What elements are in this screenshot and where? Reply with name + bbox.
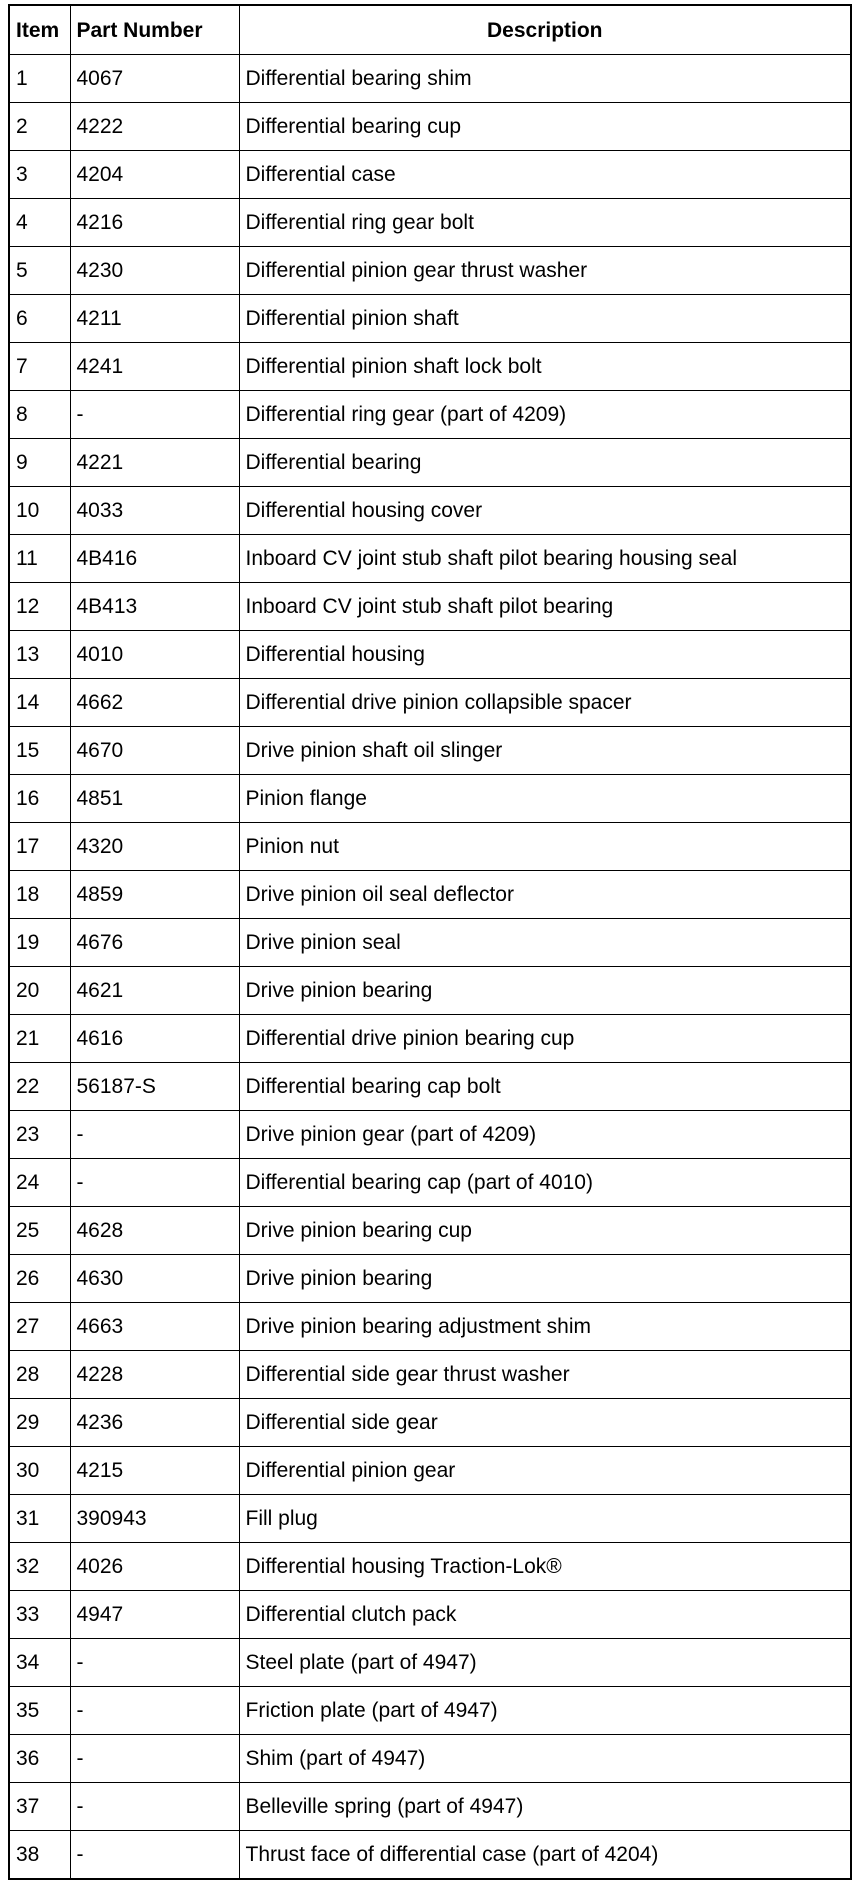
part-number-cell: 4947 bbox=[70, 1591, 239, 1639]
description-cell: Differential bearing cap (part of 4010) bbox=[239, 1159, 851, 1207]
table-row bbox=[9, 247, 851, 295]
table-row bbox=[9, 1063, 851, 1111]
item-cell: 29 bbox=[9, 1399, 70, 1447]
item-cell: 6 bbox=[9, 295, 70, 343]
description-cell: Differential case bbox=[239, 151, 851, 199]
table-row bbox=[9, 1735, 851, 1783]
part-number-cell: 4241 bbox=[70, 343, 239, 391]
table-row bbox=[9, 1159, 851, 1207]
description-cell: Drive pinion bearing bbox=[239, 1255, 851, 1303]
header-description: Description bbox=[239, 5, 851, 55]
part-number-cell: 4228 bbox=[70, 1351, 239, 1399]
item-cell: 20 bbox=[9, 967, 70, 1015]
item-cell: 13 bbox=[9, 631, 70, 679]
item-cell: 35 bbox=[9, 1687, 70, 1735]
description-cell: Differential housing Traction-Lok® bbox=[239, 1543, 851, 1591]
item-cell: 16 bbox=[9, 775, 70, 823]
part-number-cell: - bbox=[70, 1639, 239, 1687]
description-cell: Drive pinion shaft oil slinger bbox=[239, 727, 851, 775]
table-row bbox=[9, 1495, 851, 1543]
part-number-cell: 4026 bbox=[70, 1543, 239, 1591]
description-cell: Differential pinion gear bbox=[239, 1447, 851, 1495]
description-cell: Pinion flange bbox=[239, 775, 851, 823]
table-body bbox=[9, 55, 851, 1880]
item-cell: 27 bbox=[9, 1303, 70, 1351]
table-row bbox=[9, 775, 851, 823]
parts-table bbox=[8, 4, 852, 1880]
description-cell: Inboard CV joint stub shaft pilot bearing housing seal bbox=[239, 535, 851, 583]
table-row bbox=[9, 1687, 851, 1735]
description-cell: Drive pinion oil seal deflector bbox=[239, 871, 851, 919]
part-number-cell: 4222 bbox=[70, 103, 239, 151]
part-number-cell: 56187-S bbox=[70, 1063, 239, 1111]
part-number-cell: 4230 bbox=[70, 247, 239, 295]
part-number-cell: - bbox=[70, 1831, 239, 1880]
item-cell: 18 bbox=[9, 871, 70, 919]
description-cell: Belleville spring (part of 4947) bbox=[239, 1783, 851, 1831]
part-number-cell: 4663 bbox=[70, 1303, 239, 1351]
part-number-cell: 4630 bbox=[70, 1255, 239, 1303]
table-row bbox=[9, 1255, 851, 1303]
item-cell: 38 bbox=[9, 1831, 70, 1880]
item-cell: 30 bbox=[9, 1447, 70, 1495]
part-number-cell: 4676 bbox=[70, 919, 239, 967]
item-cell: 1 bbox=[9, 55, 70, 103]
table-row bbox=[9, 1207, 851, 1255]
description-cell: Drive pinion bearing adjustment shim bbox=[239, 1303, 851, 1351]
description-cell: Inboard CV joint stub shaft pilot bearing bbox=[239, 583, 851, 631]
description-cell: Drive pinion bearing bbox=[239, 967, 851, 1015]
part-number-cell: 4204 bbox=[70, 151, 239, 199]
item-cell: 15 bbox=[9, 727, 70, 775]
table-row bbox=[9, 823, 851, 871]
table-row bbox=[9, 1303, 851, 1351]
table-row bbox=[9, 919, 851, 967]
table-row bbox=[9, 631, 851, 679]
part-number-cell: - bbox=[70, 1111, 239, 1159]
header-row bbox=[9, 5, 851, 55]
item-cell: 5 bbox=[9, 247, 70, 295]
description-cell: Differential pinion shaft lock bolt bbox=[239, 343, 851, 391]
item-cell: 2 bbox=[9, 103, 70, 151]
table-row bbox=[9, 967, 851, 1015]
header-part-number: Part Number bbox=[70, 5, 239, 55]
item-cell: 12 bbox=[9, 583, 70, 631]
description-cell: Differential clutch pack bbox=[239, 1591, 851, 1639]
description-cell: Differential bearing bbox=[239, 439, 851, 487]
part-number-cell: 4236 bbox=[70, 1399, 239, 1447]
description-cell: Differential pinion shaft bbox=[239, 295, 851, 343]
table-row bbox=[9, 391, 851, 439]
description-cell: Steel plate (part of 4947) bbox=[239, 1639, 851, 1687]
description-cell: Differential bearing cup bbox=[239, 103, 851, 151]
item-cell: 3 bbox=[9, 151, 70, 199]
description-cell: Shim (part of 4947) bbox=[239, 1735, 851, 1783]
description-cell: Drive pinion gear (part of 4209) bbox=[239, 1111, 851, 1159]
part-number-cell: 4628 bbox=[70, 1207, 239, 1255]
item-cell: 9 bbox=[9, 439, 70, 487]
part-number-cell: - bbox=[70, 391, 239, 439]
table-row bbox=[9, 343, 851, 391]
part-number-cell: 4067 bbox=[70, 55, 239, 103]
item-cell: 10 bbox=[9, 487, 70, 535]
table-row bbox=[9, 151, 851, 199]
table-row bbox=[9, 871, 851, 919]
item-cell: 11 bbox=[9, 535, 70, 583]
item-cell: 23 bbox=[9, 1111, 70, 1159]
part-number-cell: - bbox=[70, 1687, 239, 1735]
part-number-cell: 4216 bbox=[70, 199, 239, 247]
item-cell: 33 bbox=[9, 1591, 70, 1639]
description-cell: Differential pinion gear thrust washer bbox=[239, 247, 851, 295]
description-cell: Differential housing bbox=[239, 631, 851, 679]
table-row bbox=[9, 1543, 851, 1591]
item-cell: 21 bbox=[9, 1015, 70, 1063]
description-cell: Differential side gear bbox=[239, 1399, 851, 1447]
item-cell: 17 bbox=[9, 823, 70, 871]
description-cell: Drive pinion bearing cup bbox=[239, 1207, 851, 1255]
item-cell: 19 bbox=[9, 919, 70, 967]
item-cell: 22 bbox=[9, 1063, 70, 1111]
part-number-cell: 4670 bbox=[70, 727, 239, 775]
part-number-cell: 4221 bbox=[70, 439, 239, 487]
description-cell: Drive pinion seal bbox=[239, 919, 851, 967]
item-cell: 32 bbox=[9, 1543, 70, 1591]
part-number-cell: 4621 bbox=[70, 967, 239, 1015]
table-row bbox=[9, 1015, 851, 1063]
item-cell: 24 bbox=[9, 1159, 70, 1207]
item-cell: 7 bbox=[9, 343, 70, 391]
item-cell: 36 bbox=[9, 1735, 70, 1783]
table-row bbox=[9, 103, 851, 151]
table-row bbox=[9, 1591, 851, 1639]
table-row bbox=[9, 487, 851, 535]
table-row bbox=[9, 1111, 851, 1159]
table-row bbox=[9, 1447, 851, 1495]
part-number-cell: 390943 bbox=[70, 1495, 239, 1543]
description-cell: Differential ring gear bolt bbox=[239, 199, 851, 247]
description-cell: Pinion nut bbox=[239, 823, 851, 871]
table-row bbox=[9, 1399, 851, 1447]
part-number-cell: 4320 bbox=[70, 823, 239, 871]
description-cell: Differential bearing cap bolt bbox=[239, 1063, 851, 1111]
item-cell: 37 bbox=[9, 1783, 70, 1831]
table-row bbox=[9, 535, 851, 583]
table-row bbox=[9, 1351, 851, 1399]
description-cell: Differential side gear thrust washer bbox=[239, 1351, 851, 1399]
description-cell: Differential ring gear (part of 4209) bbox=[239, 391, 851, 439]
item-cell: 25 bbox=[9, 1207, 70, 1255]
item-cell: 34 bbox=[9, 1639, 70, 1687]
part-number-cell: 4859 bbox=[70, 871, 239, 919]
table-row bbox=[9, 55, 851, 103]
part-number-cell: 4010 bbox=[70, 631, 239, 679]
part-number-cell: 4B413 bbox=[70, 583, 239, 631]
table-row bbox=[9, 1831, 851, 1880]
description-cell: Thrust face of differential case (part of 4204) bbox=[239, 1831, 851, 1880]
description-cell: Differential bearing shim bbox=[239, 55, 851, 103]
part-number-cell: 4B416 bbox=[70, 535, 239, 583]
table-row bbox=[9, 583, 851, 631]
item-cell: 14 bbox=[9, 679, 70, 727]
description-cell: Differential housing cover bbox=[239, 487, 851, 535]
table-row bbox=[9, 295, 851, 343]
part-number-cell: 4851 bbox=[70, 775, 239, 823]
table-row bbox=[9, 1783, 851, 1831]
table-row bbox=[9, 679, 851, 727]
item-cell: 31 bbox=[9, 1495, 70, 1543]
item-cell: 28 bbox=[9, 1351, 70, 1399]
table-row bbox=[9, 727, 851, 775]
item-cell: 8 bbox=[9, 391, 70, 439]
description-cell: Differential drive pinion bearing cup bbox=[239, 1015, 851, 1063]
table-row bbox=[9, 1639, 851, 1687]
part-number-cell: 4662 bbox=[70, 679, 239, 727]
part-number-cell: 4616 bbox=[70, 1015, 239, 1063]
item-cell: 4 bbox=[9, 199, 70, 247]
part-number-cell: 4033 bbox=[70, 487, 239, 535]
description-cell: Friction plate (part of 4947) bbox=[239, 1687, 851, 1735]
description-cell: Fill plug bbox=[239, 1495, 851, 1543]
description-cell: Differential drive pinion collapsible spacer bbox=[239, 679, 851, 727]
part-number-cell: - bbox=[70, 1783, 239, 1831]
part-number-cell: - bbox=[70, 1159, 239, 1207]
part-number-cell: 4215 bbox=[70, 1447, 239, 1495]
table-header bbox=[9, 5, 851, 55]
part-number-cell: - bbox=[70, 1735, 239, 1783]
table-row bbox=[9, 439, 851, 487]
item-cell: 26 bbox=[9, 1255, 70, 1303]
part-number-cell: 4211 bbox=[70, 295, 239, 343]
table-row bbox=[9, 199, 851, 247]
header-item: Item bbox=[9, 5, 70, 55]
